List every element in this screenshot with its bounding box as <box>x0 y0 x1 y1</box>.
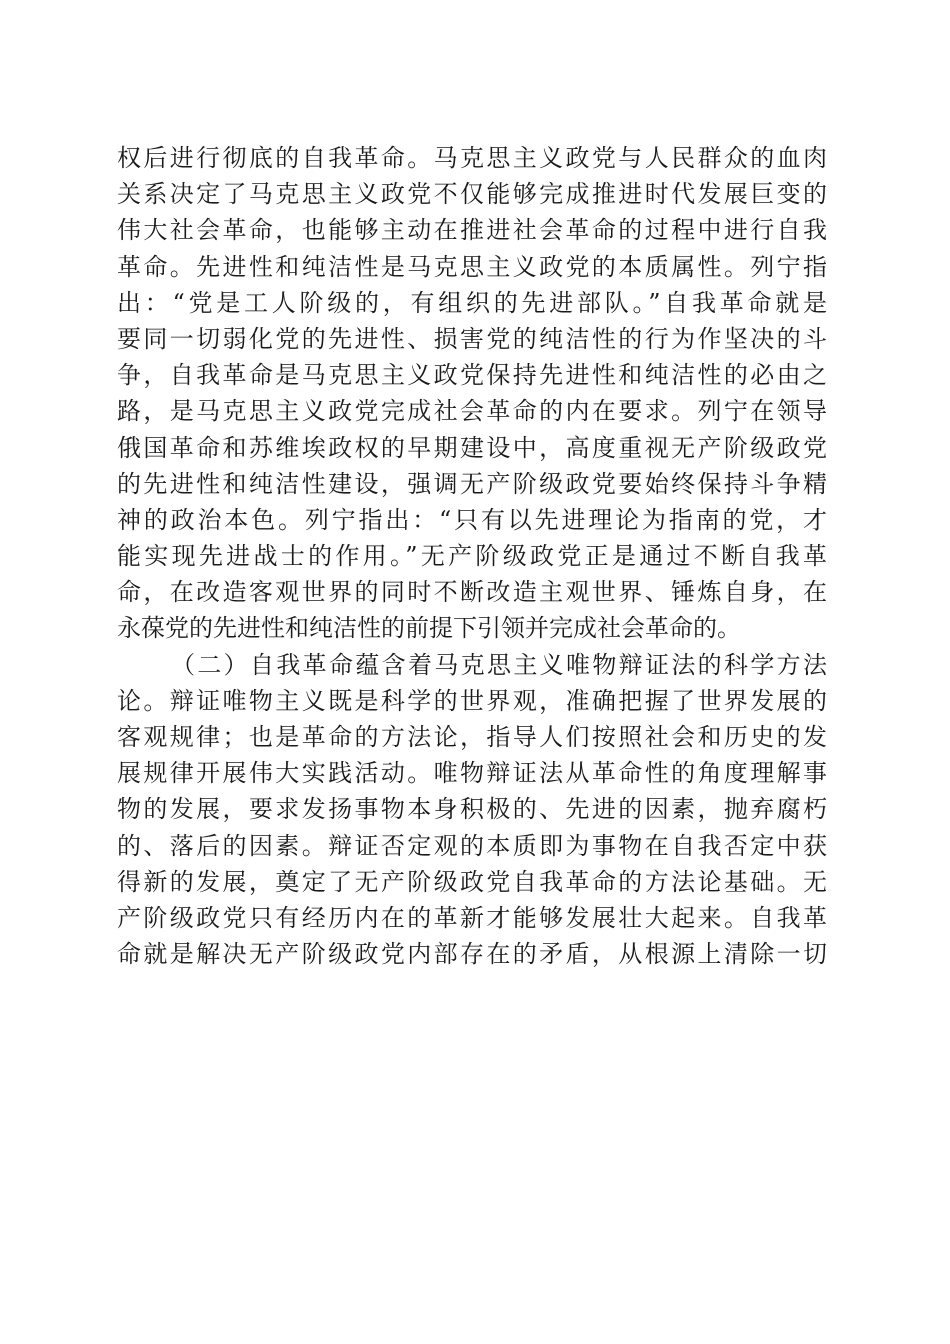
text-line: 能实现先进战士的作用。”无产阶级政党正是通过不断自我革 <box>117 542 827 571</box>
text-line: 物的发展，要求发扬事物本身积极的、先进的因素，抛弃腐朽 <box>117 795 827 824</box>
text-line: 产阶级政党只有经历内在的革新才能够发展壮大起来。自我革 <box>117 903 827 932</box>
text-line: 的、落后的因素。辩证否定观的本质即为事物在自我否定中获 <box>117 831 827 860</box>
text-line: 关系决定了马克思主义政党不仅能够完成推进时代发展巨变的 <box>117 180 827 209</box>
text-line: 论。辩证唯物主义既是科学的世界观，准确把握了世界发展的 <box>117 686 827 715</box>
text-line: 出：“党是工人阶级的，有组织的先进部队。”自我革命就是 <box>117 288 827 317</box>
text-line: 命就是解决无产阶级政党内部存在的矛盾，从根源上清除一切 <box>117 940 827 969</box>
text-line: 客观规律；也是革命的方法论，指导人们按照社会和历史的发 <box>117 723 827 751</box>
text-line: 永葆党的先进性和纯洁性的前提下引领并完成社会革命的。 <box>117 614 741 643</box>
text-line: 革命。先进性和纯洁性是马克思主义政党的本质属性。列宁指 <box>117 252 827 281</box>
paragraph-1 <box>117 140 827 647</box>
text-line: 得新的发展，奠定了无产阶级政党自我革命的方法论基础。无 <box>117 867 827 896</box>
text-line: 伟大社会革命，也能够主动在推进社会革命的过程中进行自我 <box>117 216 827 245</box>
text-line: 要同一切弱化党的先进性、损害党的纯洁性的行为作坚决的斗 <box>117 324 827 353</box>
text-line: 路，是马克思主义政党完成社会革命的内在要求。列宁在领导 <box>117 397 827 426</box>
text-line: 展规律开展伟大实践活动。唯物辩证法从革命性的角度理解事 <box>117 759 827 788</box>
text-line: 的先进性和纯洁性建设，强调无产阶级政党要始终保持斗争精 <box>117 469 827 498</box>
section-heading-line: （二）自我革命蕴含着马克思主义唯物辩证法的科学方法 <box>171 650 827 679</box>
text-line: 神的政治本色。列宁指出：“只有以先进理论为指南的党，才 <box>117 505 827 534</box>
text-line: 争，自我革命是马克思主义政党保持先进性和纯洁性的必由之 <box>117 361 827 390</box>
text-line: 命，在改造客观世界的同时不断改造主观世界、锤炼自身，在 <box>117 578 827 607</box>
document-body <box>117 140 827 972</box>
paragraph-2 <box>117 647 827 973</box>
text-line: 俄国革命和苏维埃政权的早期建设中，高度重视无产阶级政党 <box>117 433 827 462</box>
text-line: 权后进行彻底的自我革命。马克思主义政党与人民群众的血肉 <box>117 144 827 172</box>
